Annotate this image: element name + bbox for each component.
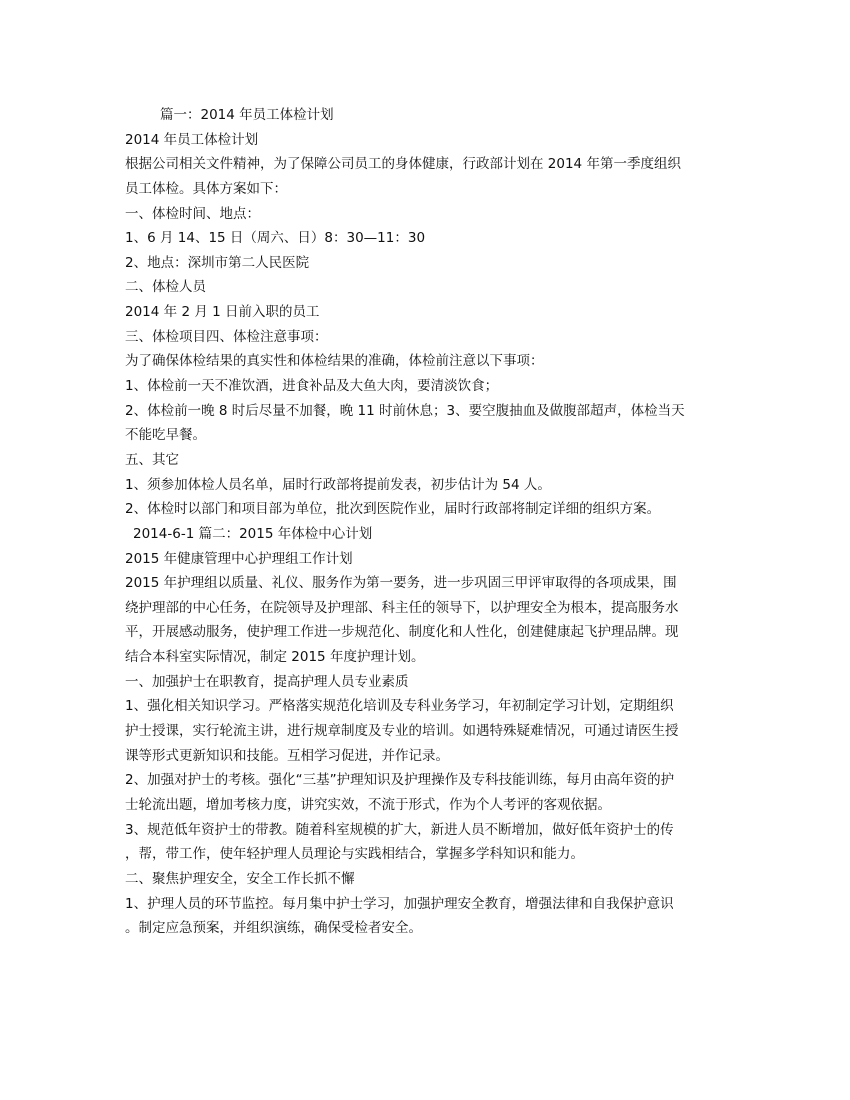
section-heading: 一、体检时间、地点： xyxy=(125,205,260,222)
paragraph-line: 员工体检。具体方案如下： xyxy=(125,180,287,197)
list-item-continuation: 士轮流出题，增加考核力度，讲究实效，不流于形式，作为个人考评的客观依据。 xyxy=(125,796,611,813)
list-item-continuation: ，帮，带工作，使年轻护理人员理论与实践相结合，掌握多学科知识和能力。 xyxy=(125,846,584,863)
list-item: 2、体检时以部门和项目部为单位，批次到医院作业，届时行政部将制定详细的组织方案。 xyxy=(125,501,661,518)
paragraph-line: 结合本科室实际情况，制定 2015 年度护理计划。 xyxy=(125,649,425,666)
article-one-heading: 篇一：2014 年员工体检计划 xyxy=(160,107,334,123)
section-heading: 一、加强护士在职教育，提高护理人员专业素质 xyxy=(125,673,409,690)
list-item: 1、体检前一天不准饮酒，进食补品及大鱼大肉，要清淡饮食； xyxy=(125,378,499,395)
paragraph-line: 平，开展感动服务，使护理工作进一步规范化、制度化和人性化，创建健康起飞护理品牌。现 xyxy=(125,624,679,641)
list-item-continuation: 课等形式更新知识和技能。互相学习促进，并作记录。 xyxy=(125,747,449,764)
article-two-heading: 2014-6-1 篇二：2015 年体检中心计划 xyxy=(133,525,373,542)
list-item: 3、规范低年资护士的带教。随着科室规模的扩大，新进人员不断增加，做好低年资护士的传 xyxy=(125,821,674,838)
paragraph-line: 根据公司相关文件精神，为了保障公司员工的身体健康，行政部计划在 2014 年第一季度组织 xyxy=(125,156,681,173)
list-item: 2、体检前一晚 8 时后尽量不加餐，晚 11 时前休息；3、要空腹抽血及做腹部超声，体检当天 xyxy=(125,402,685,419)
section-heading: 五、其它 xyxy=(125,451,179,468)
paragraph-line: 为了确保体检结果的真实性和体检结果的准确，体检前注意以下事项： xyxy=(125,353,544,370)
list-item: 1、强化相关知识学习。严格落实规范化培训及专科业务学习，年初制定学习计划，定期组织 xyxy=(125,698,674,715)
paragraph-line: 2014 年 2 月 1 日前入职的员工 xyxy=(125,304,320,321)
list-item-continuation: 护士授课，实行轮流主讲，进行规章制度及专业的培训。如遇特殊疑难情况，可通过请医生授 xyxy=(125,723,679,740)
paragraph-line: 2015 年护理组以质量、礼仪、服务作为第一要务，进一步巩固三甲评审取得的各项成果，围 xyxy=(125,575,677,592)
section-heading: 三、体检项目四、体检注意事项： xyxy=(125,328,328,345)
paragraph-line: 绕护理部的中心任务，在院领导及护理部、科主任的领导下，以护理安全为根本，提高服务水 xyxy=(125,599,679,616)
list-item: 2、地点：深圳市第二人民医院 xyxy=(125,254,310,271)
section-heading: 二、聚焦护理安全，安全工作长抓不懈 xyxy=(125,870,355,887)
list-item-continuation: 不能吃早餐。 xyxy=(125,427,206,444)
list-item: 2、加强对护士的考核。强化“三基”护理知识及护理操作及专科技能训练，每月由高年资的护 xyxy=(125,772,675,789)
section-heading: 二、体检人员 xyxy=(125,279,206,296)
list-item: 1、须参加体检人员名单，届时行政部将提前发表，初步估计为 54 人。 xyxy=(125,476,551,493)
document-body xyxy=(125,103,735,941)
list-item-continuation: 。制定应急预案，并组织演练，确保受检者安全。 xyxy=(125,920,422,937)
plan-title-2014: 2014 年员工体检计划 xyxy=(125,131,259,148)
list-item: 1、6 月 14、15 日（周六、日）8：30—11：30 xyxy=(125,230,426,247)
plan-title-2015: 2015 年健康管理中心护理组工作计划 xyxy=(125,550,353,567)
list-item: 1、护理人员的环节监控。每月集中护士学习，加强护理安全教育，增强法律和自我保护意识 xyxy=(125,895,674,912)
